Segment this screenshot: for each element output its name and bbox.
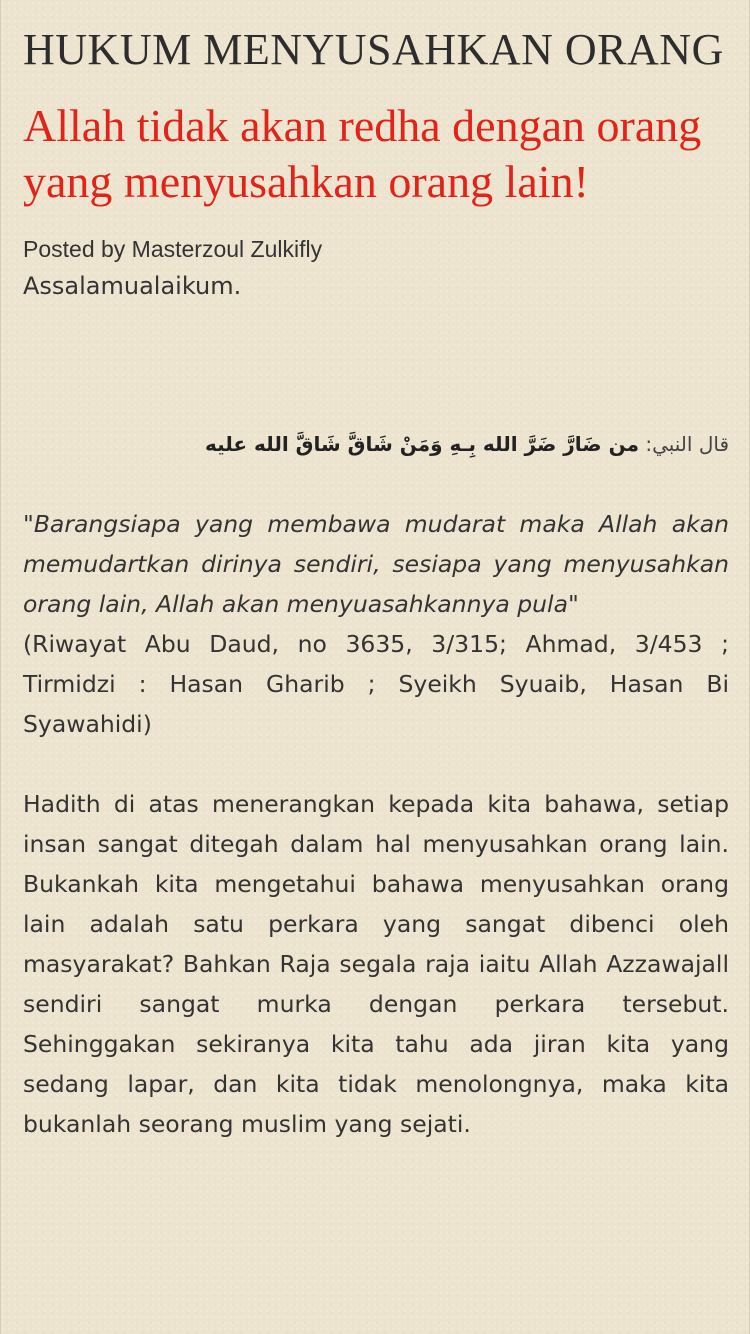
hadith-reference: (Riwayat Abu Daud, no 3635, 3/315; Ahmad, 3/453 ; Tirmidzi : Hasan Gharib ; Syeikh Syuaib, Hasan Bi Syawahidi)	[23, 630, 729, 738]
post-article	[23, 24, 729, 1144]
hadith-translation-text: Barangsiapa yang membawa mudarat maka Allah akan memudartkan dirinya sendiri, sesiapa yang menyusahkan orang lain, Allah akan menyuasahkannya pula	[23, 510, 729, 618]
post-subtitle: Allah tidak akan redha dengan orang yang menyusahkan orang lain!	[23, 100, 702, 207]
quote-close-mark: "	[568, 590, 579, 618]
quote-open-mark: "	[23, 510, 34, 538]
post-byline: Posted by Masterzoul Zulkifly	[23, 236, 323, 262]
body-paragraph: Hadith di atas menerangkan kepada kita bahawa, setiap insan sangat ditegah dalam hal menyusahkan orang lain. Bukankah kita mengetahui bahawa menyusahkan orang lain adalah satu perkara yang sangat dibenci oleh masyarakat? Bahkan Raja segala raja iaitu Allah Azzawajall sendiri sangat murka dengan perkara tersebut. Sehinggakan sekiranya kita tahu ada jiran kita yang sedang lapar, dan kita tidak menolongnya, maka kita bukanlah seorang muslim yang sejati.	[23, 790, 729, 1138]
arabic-hadith-text: من ضَارَّ ضَرَّ الله بِـهِ وَمَنْ شَاقَّ شَاقَّ الله عليه	[204, 432, 639, 456]
arabic-hadith-lead: قال النبي:	[638, 432, 729, 456]
greeting-text: Assalamualaikum.	[23, 272, 242, 300]
post-title[interactable]: HUKUM MENYUSAHKAN ORANG	[23, 25, 724, 74]
arabic-hadith	[23, 428, 729, 460]
hadith-translation	[23, 504, 729, 744]
